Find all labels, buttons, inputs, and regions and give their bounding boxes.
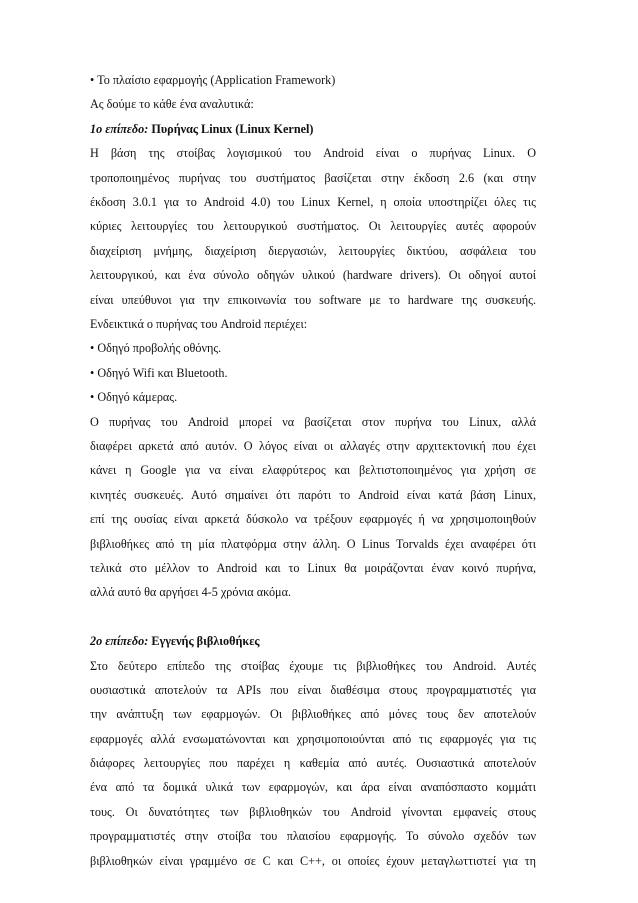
paragraph-line: επί της ουσίας είναι αρκετά δύσκολο να τρέξουν εφαρμογές ή να χρησιμοποιηθούν <box>90 512 536 527</box>
paragraph-line: προγραμματιστές στην στοίβα του πλαισίου εφαρμογής. Το σύνολο σχεδόν των <box>90 829 536 844</box>
paragraph-line: κάνει η Google για να είναι ελαφρύτερος και βελτιστοποιημένος για χρήση σε <box>90 463 536 478</box>
paragraph-line: Ο πυρήνας του Android μπορεί να βασίζεται στον πυρήνα του Linux, αλλά <box>90 414 536 429</box>
paragraph-line: είναι υπεύθυνοι για την επικοινωνία του software με το hardware της συσκευής. <box>90 292 536 307</box>
paragraph-line: εφαρμογές αλλά ενσωματώνονται και χρησιμοποιούνται από τις εφαρμογές για τις <box>90 731 536 746</box>
document-page <box>90 68 536 873</box>
paragraph-line: βιβλιοθήκες από τη μία πλατφόρμα στην άλλη. Ο Linus Torvalds έχει αναφέρει ότι <box>90 536 536 551</box>
paragraph-line: λειτουργικού, και ένα σύνολο οδηγών υλικού (hardware drivers). Οι οδηγοί αυτοί <box>90 268 536 283</box>
paragraph-line: βιβλιοθηκών είναι γραμμένο σε C και C++, οι οποίες έχουν μεταγλωττιστεί για τη <box>90 853 536 868</box>
bullet-application-framework: • Το πλαίσιο εφαρμογής (Application Framework) <box>90 73 336 87</box>
paragraph-line: Στο δεύτερο επίπεδο της στοίβας έχουμε τις βιβλιοθήκες του Android. Αυτές <box>90 658 536 673</box>
paragraph-line: διαχείριση μνήμης, διαχείριση διεργασιών, λειτουργίες δικτύου, ασφάλεια του <box>90 243 536 258</box>
section1-paragraph2 <box>90 410 536 605</box>
section2-paragraph <box>90 654 536 874</box>
paragraph-line: ένα από τα δομικά υλικά των εφαρμογών, και άρα είναι αναπόσπαστο κομμάτι <box>90 780 536 795</box>
paragraph-line: κύριες λειτουργίες του λειτουργικού συστήματος. Οι λειτουργίες αυτές αφορούν <box>90 219 536 234</box>
section2-heading <box>90 629 536 653</box>
paragraph-line: διάφορες λειτουργίες που παρέχει η καθεμία από αυτές. Ουσιαστικά αποτελούν <box>90 756 536 771</box>
paragraph-line: ουσιαστικά αποτελούν τα APIs που είναι διαθέσιμα στους προγραμματιστές για <box>90 682 536 697</box>
paragraph-last-line: αλλά αυτό θα αργήσει 4-5 χρόνια ακόμα. <box>90 585 292 600</box>
paragraph-line: έκδοση 3.0.1 για το Android 4.0) του Linux Kernel, η οποία υποστηρίζει όλες τις <box>90 195 536 209</box>
list-item: • Οδηγό προβολής οθόνης. <box>90 341 222 356</box>
section2-heading-level: 2ο επίπεδο: <box>90 634 149 649</box>
section1-heading-level: 1ο επίπεδο: <box>90 121 149 136</box>
kernel-driver-list <box>90 336 536 409</box>
paragraph-line: τους. Οι δυνατότητες των βιβλιοθηκών του Android γίνονται εμφανείς στους <box>90 804 536 819</box>
list-item: • Οδηγό κάμερας. <box>90 390 178 405</box>
section1-paragraph1 <box>90 141 536 312</box>
kernel-list-intro: Ενδεικτικά ο πυρήνας του Android περιέχει: <box>90 316 308 331</box>
paragraph-line: Η βάση της στοίβας λογισμικού του Android είναι ο πυρήνας Linux. Ο <box>90 146 536 161</box>
paragraph-line: τροποποιημένος πυρήνας του συστήματος βασίζεται στην έκδοση 2.6 (και στην <box>90 170 536 185</box>
section-spacer <box>90 605 536 629</box>
paragraph-line: διαφέρει αρκετά από αυτόν. Ο λόγος είναι οι αλλαγές στην αρχιτεκτονική που έχει <box>90 438 536 453</box>
list-item: • Οδηγό Wifi και Bluetooth. <box>90 365 228 380</box>
section1-heading-title: Πυρήνας Linux (Linux Kernel) <box>151 121 314 136</box>
paragraph-line: τελικά στο μέλλον το Android και το Linux θα μοιράζονται έναν κοινό πυρήνα, <box>90 560 536 575</box>
section2-heading-title: Εγγενής βιβλιοθήκες <box>151 634 260 649</box>
paragraph-line: την ανάπτυξη των εφαρμογών. Οι βιβλιοθήκες από μόνες τους δεν αποτελούν <box>90 707 536 722</box>
paragraph-line: κινητές συσκευές. Αυτό σημαίνει ότι παρότι το Android είναι κατά βάση Linux, <box>90 487 536 502</box>
intro-sentence: Ας δούμε το κάθε ένα αναλυτικά: <box>90 97 254 112</box>
section1-heading <box>90 117 536 141</box>
